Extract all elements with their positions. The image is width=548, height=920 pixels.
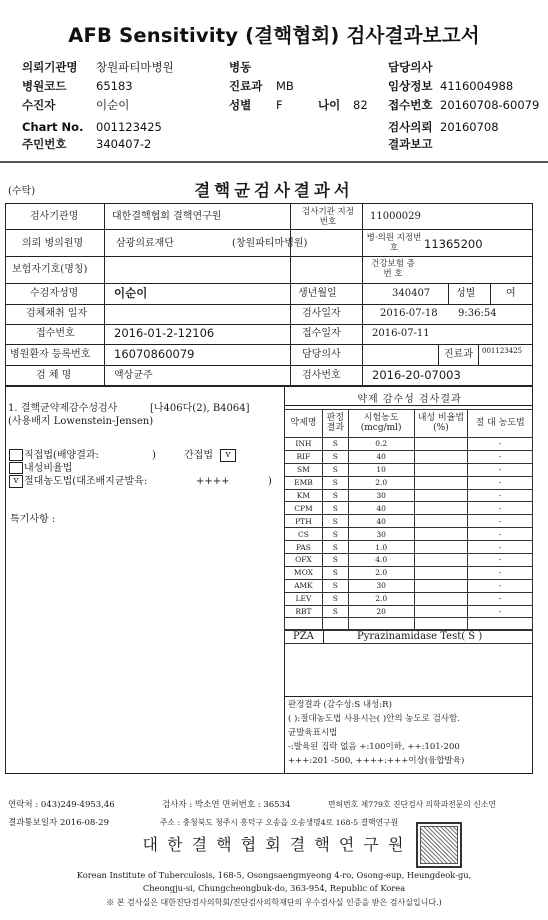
cell-ratio <box>414 515 468 528</box>
cell-abs: - <box>468 579 533 592</box>
receive-date-label: 접수일자 <box>302 328 341 339</box>
table-row <box>285 502 533 515</box>
cell-drug: PTH <box>285 515 323 528</box>
birth-value: 340407 <box>392 288 431 299</box>
lab-code-label: 검사기관 지정번호 <box>302 207 354 227</box>
recipient-value: 이순이 <box>96 98 130 112</box>
cell-ratio <box>414 476 468 489</box>
cell-result: S <box>322 566 348 579</box>
cell-conc: 4.0 <box>348 554 414 567</box>
chart-label: Chart No. <box>22 120 84 134</box>
direct-label: 직접법(배양결과: <box>24 450 99 461</box>
cell-ratio <box>414 541 468 554</box>
table-row <box>285 605 533 618</box>
cell-abs: - <box>468 502 533 515</box>
sex-value: F <box>276 98 283 112</box>
test-date-label: 검사일자 <box>302 308 341 319</box>
table-row <box>285 450 533 463</box>
pza-row <box>284 629 533 644</box>
request-date-label: 검사의뢰 <box>388 120 433 134</box>
table-row <box>285 566 533 579</box>
remarks-label: 특기사항 : <box>10 514 56 525</box>
requester-label: 의뢰 병의원명 <box>22 238 84 249</box>
clinic-info-value: 4116004988 <box>440 79 514 93</box>
health-label: 건강보험 증 번 호 <box>371 259 415 279</box>
chart-value: 001123425 <box>96 120 162 134</box>
id-value: 340407-2 <box>96 137 152 151</box>
footer-org-name: 대 한 결 핵 협 회 결 핵 연 구 원 <box>142 835 406 854</box>
judgement-line1: 판정결과 (감수성:S 내성:R) <box>288 700 392 710</box>
cell-result: S <box>322 579 348 592</box>
cell-conc: 30 <box>348 528 414 541</box>
cell-conc: 20 <box>348 605 414 618</box>
judgement-line3: 균발육표시법 <box>288 728 338 738</box>
form-sex-label: 성별 <box>456 288 476 299</box>
cell-conc: 2.0 <box>348 592 414 605</box>
cell-drug: PAS <box>285 541 323 554</box>
cell-conc: 2.0 <box>348 566 414 579</box>
cell-conc: 30 <box>348 489 414 502</box>
receive-date-value: 2016-07-11 <box>372 328 430 339</box>
cell-conc: 30 <box>348 579 414 592</box>
col-conc: 시험농도 (mcg/ml) <box>348 410 414 438</box>
official-seal <box>416 822 462 868</box>
reg-value: 16070860079 <box>114 347 195 361</box>
table-row <box>285 463 533 476</box>
cell-result: S <box>322 515 348 528</box>
birth-label: 생년월일 <box>298 288 337 299</box>
cell-abs: - <box>468 541 533 554</box>
cell-ratio <box>414 489 468 502</box>
cell-result: S <box>322 489 348 502</box>
cell-drug: EMB <box>285 476 323 489</box>
resist-label: 내성비율법 <box>24 463 73 474</box>
cell-abs: - <box>468 605 533 618</box>
footer-tester: 검사자 : 박소연 면허번호 : 36534 <box>162 800 291 810</box>
form-doctor-label: 담당의사 <box>302 349 341 360</box>
direct-close: ) <box>152 450 156 461</box>
cell-ratio <box>414 438 468 451</box>
pza-label: PZA <box>293 631 314 642</box>
ward-label: 병동 <box>229 60 252 74</box>
cell-result: S <box>322 528 348 541</box>
col-drug: 약제명 <box>285 410 323 438</box>
footer-specialist: 면허번호 제779호 진단검사 의학과전문의 신소연 <box>328 800 496 809</box>
cell-result: S <box>322 450 348 463</box>
age-value: 82 <box>353 98 368 112</box>
judgement-line5: +++:201 -500, ++++:+++이상(융합발육) <box>288 756 465 766</box>
cell-conc: 10 <box>348 463 414 476</box>
table-row <box>285 489 533 502</box>
lab-value: 대한결핵협회 결핵연구원 <box>112 211 222 222</box>
form-receipt-value: 2016-01-2-12106 <box>114 326 215 340</box>
cell-abs: - <box>468 528 533 541</box>
footer-address-kr: 주소 : 충청북도 청주시 흥덕구 오송읍 오송생명4로 168-5 결핵연구원 <box>160 818 399 827</box>
cell-abs: - <box>468 489 533 502</box>
cell-abs: - <box>468 592 533 605</box>
cell-drug: RIF <box>285 450 323 463</box>
test-date-value: 2016-07-18 <box>380 308 438 319</box>
request-date-value: 20160708 <box>440 120 499 134</box>
judgement-line4: -:발육된 집락 없음 +:100이하, ++:101-200 <box>288 742 460 752</box>
absolute-checkbox[interactable]: v <box>9 475 23 488</box>
lab-label: 검사기관명 <box>30 211 79 222</box>
cell-drug: CS <box>285 528 323 541</box>
cell-conc: 0.2 <box>348 438 414 451</box>
table-row <box>285 592 533 605</box>
id-label: 주민번호 <box>22 137 67 151</box>
test-heading: 1. 결핵균약제감수성검사 <box>8 403 118 414</box>
cell-result: S <box>322 463 348 476</box>
susceptibility-table <box>284 409 533 631</box>
requester-sub: (창원파티마병원) <box>232 238 308 249</box>
cell-conc: 2.0 <box>348 476 414 489</box>
cell-ratio <box>414 566 468 579</box>
form-dept-label: 진료과 <box>444 349 473 360</box>
test-time-value: 9:36:54 <box>458 308 497 319</box>
cell-abs: - <box>468 463 533 476</box>
indirect-checkbox[interactable]: v <box>220 449 236 462</box>
cell-ratio <box>414 450 468 463</box>
department-value: MB <box>276 79 294 93</box>
table-row <box>285 515 533 528</box>
hospital-code-value: 65183 <box>96 79 133 93</box>
cell-result: S <box>322 541 348 554</box>
cell-result: S <box>322 502 348 515</box>
cell-abs: - <box>468 438 533 451</box>
form-title: 결핵균검사결과서 <box>194 181 354 200</box>
cell-conc: 1.0 <box>348 541 414 554</box>
test-heading-code: [나406다(2), B4064] <box>150 403 250 414</box>
table-row <box>285 528 533 541</box>
cell-ratio <box>414 463 468 476</box>
cell-abs: - <box>468 476 533 489</box>
cell-drug: INH <box>285 438 323 451</box>
patient-label: 수검자성명 <box>30 288 79 299</box>
cell-conc: 40 <box>348 502 414 515</box>
cell-conc: 40 <box>348 515 414 528</box>
age-label: 나이 <box>318 98 341 112</box>
hospital-code-label: 병원코드 <box>22 79 67 93</box>
doctor-label: 담당의사 <box>388 60 433 74</box>
footer-address-en2: Cheongju-si, Chungcheongbuk-do, 363-954, Republic of Korea <box>142 883 406 893</box>
susceptibility-title: 약제 감수성 검사결과 <box>357 394 462 405</box>
direct-checkbox[interactable] <box>9 449 23 461</box>
hosp-code-label: 병·의원 지정번호 <box>366 233 422 253</box>
form-sex-value: 여 <box>506 288 516 299</box>
absolute-label: 절대농도법(대조배지균발육: <box>24 476 148 487</box>
cell-abs: - <box>468 566 533 579</box>
indirect-label: 간접법 <box>184 450 213 461</box>
specimen-label: 검 체 명 <box>36 370 72 381</box>
cell-ratio <box>414 592 468 605</box>
insurer-label: 보험자기호(명칭) <box>12 264 88 275</box>
cell-drug: LEV <box>285 592 323 605</box>
clinic-info-label: 임상정보 <box>388 79 433 93</box>
requester-value: 삼광의료재단 <box>116 238 174 249</box>
cell-abs: - <box>468 450 533 463</box>
receipt-label: 접수번호 <box>388 98 433 112</box>
cell-result: S <box>322 592 348 605</box>
test-no-value: 2016-20-07003 <box>372 368 461 382</box>
resist-checkbox[interactable] <box>9 462 23 474</box>
cell-drug: MOX <box>285 566 323 579</box>
cell-result: S <box>322 476 348 489</box>
patient-value: 이순이 <box>114 286 148 300</box>
institution-value: 창원파티마병원 <box>96 60 174 74</box>
corner-label: (수탁) <box>8 186 36 197</box>
col-ratio: 내성 비율법(%) <box>414 410 468 438</box>
absolute-close: ) <box>268 476 272 487</box>
cell-drug: SM <box>285 463 323 476</box>
footer-report-date: 결과통보일자 2016-08-29 <box>8 818 109 828</box>
footer-phone: 연락처 : 043)249-4953,46 <box>8 800 115 810</box>
table-row <box>285 476 533 489</box>
table-row <box>285 541 533 554</box>
hosp-code-value: 11365200 <box>424 237 483 251</box>
recipient-label: 수진자 <box>22 98 56 112</box>
report-title: AFB Sensitivity (결핵협회) 검사결과보고서 <box>68 24 480 47</box>
sampler-label: 검체채취 일자 <box>26 308 88 319</box>
cell-abs: - <box>468 554 533 567</box>
absolute-value: ++++ <box>196 476 230 487</box>
table-row <box>285 554 533 567</box>
judgement-line2: ( ):절대농도법 사용시는( )안의 농도로 검사함. <box>288 714 460 724</box>
form-dept-value: 001123425 <box>482 347 523 355</box>
sex-label: 성별 <box>229 98 252 112</box>
cell-ratio <box>414 554 468 567</box>
receipt-value: 20160708-60079 <box>440 98 540 112</box>
form-receipt-label: 접수번호 <box>36 328 75 339</box>
report-date-label: 결과보고 <box>388 137 433 151</box>
cell-drug: KM <box>285 489 323 502</box>
cell-abs: - <box>468 515 533 528</box>
cell-drug: OFX <box>285 554 323 567</box>
medium-label: (사용배지 Lowenstein-Jensen) <box>8 416 154 427</box>
table-row <box>285 438 533 451</box>
institution-label: 의뢰기관명 <box>22 60 78 74</box>
cell-ratio <box>414 528 468 541</box>
footer-address-en1: Korean Institute of Tuberculosis, 168-5, Osongsaengmyeong 4-ro, Osong-eup, Heungdeok-gu, <box>76 870 472 880</box>
cell-result: S <box>322 605 348 618</box>
test-no-label: 검사번호 <box>302 370 341 381</box>
specimen-value: 액상균주 <box>114 370 153 381</box>
department-label: 진료과 <box>229 79 263 93</box>
cell-conc: 40 <box>348 450 414 463</box>
cell-ratio <box>414 605 468 618</box>
col-abs: 절 대 농도법 <box>468 410 533 438</box>
cell-ratio <box>414 502 468 515</box>
table-row <box>285 579 533 592</box>
pza-value: Pyrazinamidase Test( S ) <box>357 631 483 642</box>
cell-drug: CPM <box>285 502 323 515</box>
cell-result: S <box>322 554 348 567</box>
cell-result: S <box>322 438 348 451</box>
col-result: 판정 결과 <box>322 410 348 438</box>
reg-label: 병원환자 등록번호 <box>10 349 91 360</box>
cell-ratio <box>414 579 468 592</box>
footer-note: ※ 본 검사실은 대한진단검사의학회/진단검사의학재단의 우수검사실 인증을 받은 검사실입니다.) <box>106 898 442 907</box>
cell-drug: RBT <box>285 605 323 618</box>
lab-code-value: 11000029 <box>370 211 421 222</box>
scanned-form <box>0 163 548 920</box>
cell-drug: AMK <box>285 579 323 592</box>
